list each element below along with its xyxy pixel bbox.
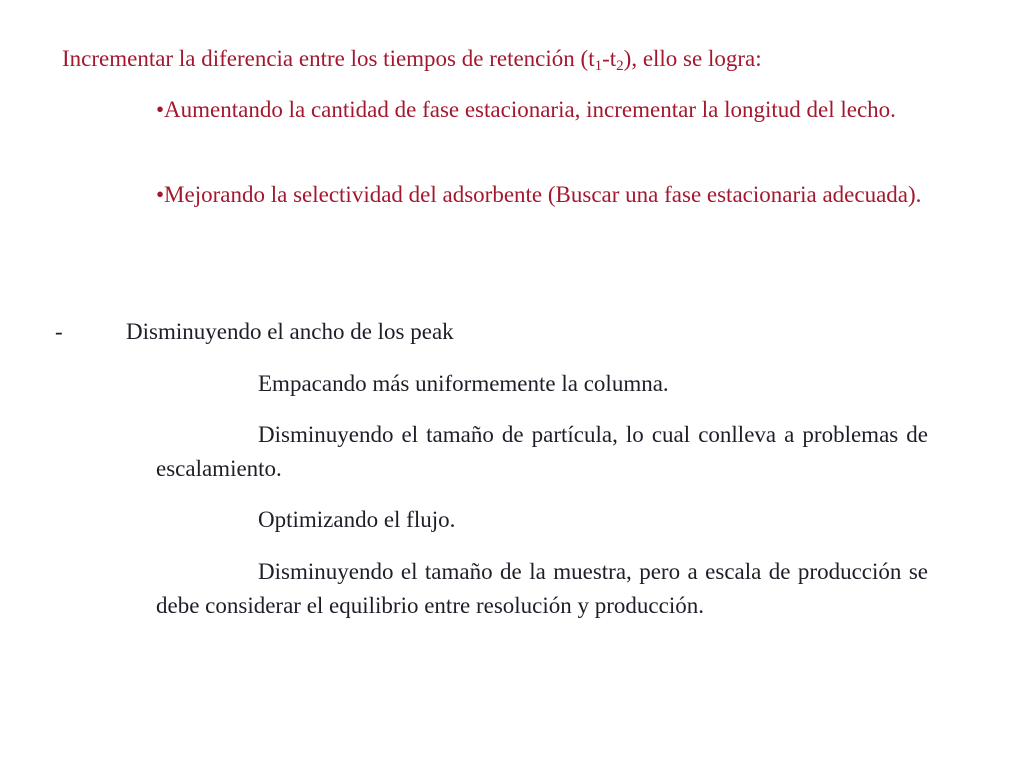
list-item: Disminuyendo el tamaño de partícula, lo cual conlleva a problemas de escalamiento. [156,422,928,481]
bullet-item: •Mejorando la selectividad del adsorbente (Buscar una fase estacionaria adecuada). [156,182,922,207]
dash-marker: - [55,319,63,344]
list-item: Optimizando el flujo. [258,507,456,532]
intro-text [62,42,942,76]
section-heading: Disminuyendo el ancho de los peak [126,319,454,344]
intro-prefix: Incrementar la diferencia entre los tiempos de retención (t [62,46,595,71]
intro-suffix: ), ello se logra: [623,46,762,71]
bullet-item: •Aumentando la cantidad de fase estacionaria, incrementar la longitud del lecho. [156,97,896,122]
intro-mid: -t [602,46,617,71]
subscript-1: 1 [594,58,603,74]
subscript-2: 2 [616,58,624,74]
list-item: Disminuyendo el tamaño de la muestra, pero a escala de producción se debe considerar el equilibrio entre resolución y producción. [156,559,928,618]
list-item: Empacando más uniformemente la columna. [258,371,669,396]
